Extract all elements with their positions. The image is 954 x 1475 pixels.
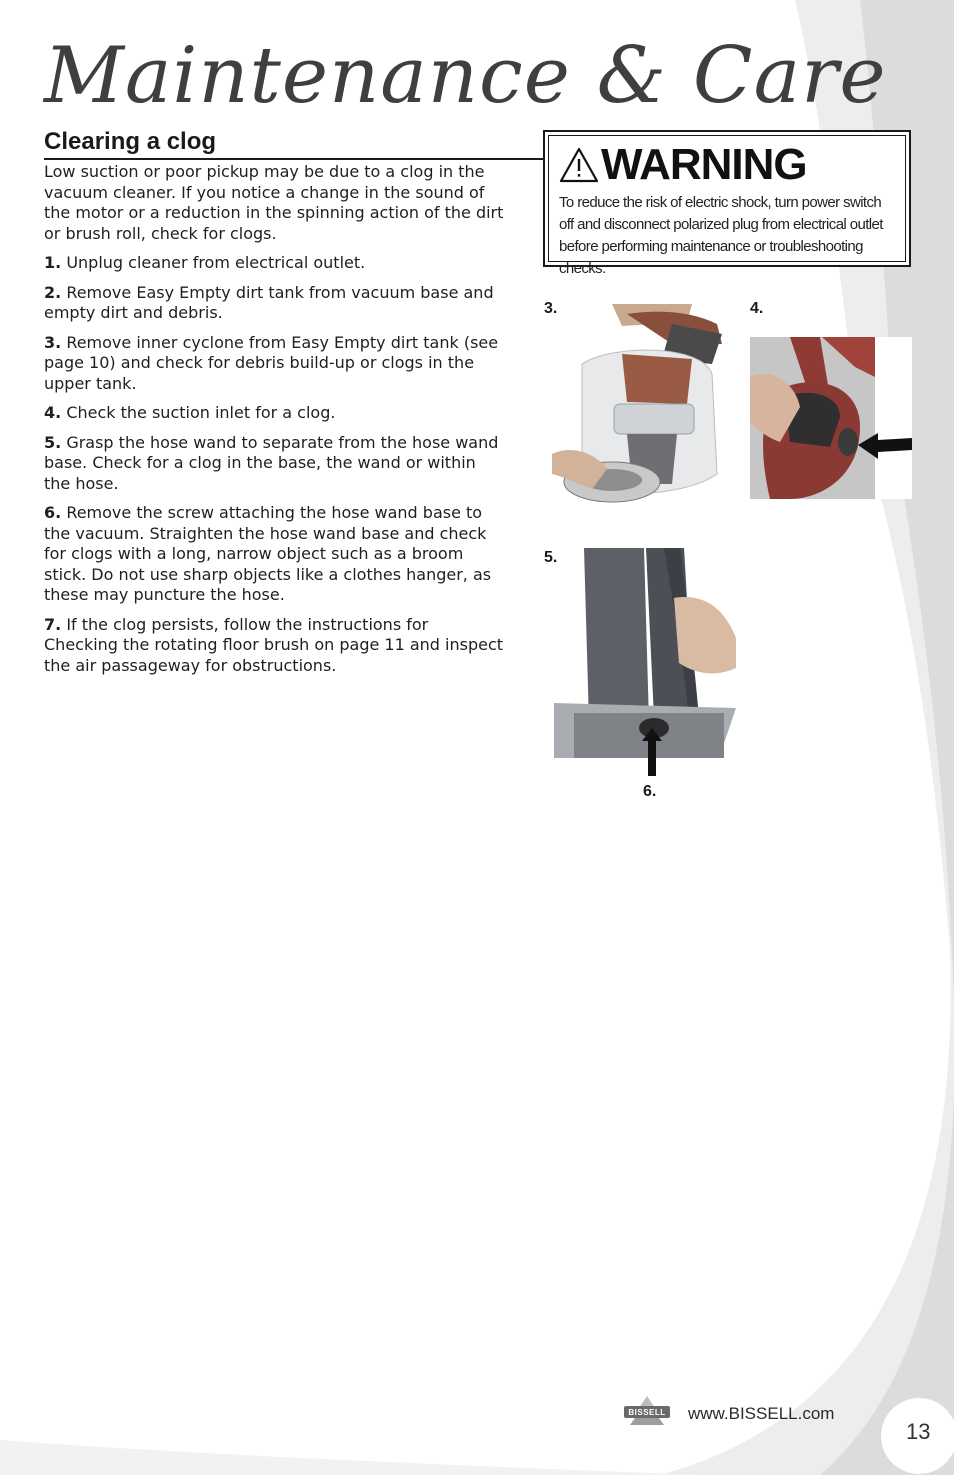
step-5 bbox=[44, 433, 506, 495]
step-2 bbox=[44, 283, 506, 324]
step-number: 6. bbox=[44, 503, 62, 522]
section-heading: Clearing a clog bbox=[44, 126, 544, 160]
step-text: Unplug cleaner from electrical outlet. bbox=[66, 253, 366, 272]
step-number: 4. bbox=[44, 403, 62, 422]
step-number: 3. bbox=[44, 332, 62, 352]
page-number: 13 bbox=[906, 1419, 931, 1444]
photo-dirt-tank-cyclone bbox=[552, 304, 732, 506]
photo-hose-wand bbox=[554, 548, 736, 778]
figure-label-6: 6. bbox=[643, 783, 657, 800]
page-title: Maintenance & Care bbox=[44, 31, 887, 121]
warning-header bbox=[559, 140, 895, 190]
warning-title: WARNING bbox=[601, 140, 807, 189]
photo-suction-inlet bbox=[750, 337, 912, 499]
step-3 bbox=[44, 333, 506, 395]
step-number: 5. bbox=[44, 432, 62, 452]
bissell-logo-text: BISSELL bbox=[628, 1408, 666, 1417]
step-text: Remove the screw attaching the hose wand base to the vacuum. Straighten the hose wand base and check for clogs with a long, narrow object such as a broom stick. Do not use sharp objects like a clothes hanger, as these may puncture the hose. bbox=[44, 503, 492, 604]
step-number: 2. bbox=[44, 282, 62, 302]
warning-triangle-icon bbox=[559, 146, 599, 184]
figure-label-5: 5. bbox=[544, 549, 558, 566]
step-4 bbox=[44, 403, 506, 424]
step-6 bbox=[44, 503, 506, 606]
figure-label-4: 4. bbox=[750, 300, 764, 317]
warning-inner bbox=[548, 135, 906, 277]
step-7 bbox=[44, 615, 506, 677]
footer-url[interactable]: www.BISSELL.com bbox=[688, 1404, 835, 1423]
intro-paragraph: Low suction or poor pickup may be due to a clog in the vacuum cleaner. If you notice a change in the sound of the motor or a reduction in the spinning action of the dirt or brush roll, check for clogs. bbox=[44, 162, 504, 243]
step-text: If the clog persists, follow the instructions for Checking the rotating floor brush on page 11 and inspect the air passageway for obstructions. bbox=[44, 614, 504, 675]
figure-label-3: 3. bbox=[544, 300, 558, 317]
step-text: Remove inner cyclone from Easy Empty dirt tank (see page 10) and check for debris build-up or clogs in the upper tank. bbox=[44, 332, 499, 393]
step-number: 7. bbox=[44, 614, 62, 634]
step-number: 1. bbox=[44, 253, 62, 272]
step-text: Remove Easy Empty dirt tank from vacuum base and empty dirt and debris. bbox=[44, 282, 494, 322]
step-1 bbox=[44, 253, 506, 274]
warning-box bbox=[543, 130, 911, 277]
step-text: Grasp the hose wand to separate from the hose wand base. Check for a clog in the base, the wand or within the hose. bbox=[44, 432, 499, 493]
step-text: Check the suction inlet for a clog. bbox=[66, 403, 336, 422]
instructions-column bbox=[44, 162, 506, 685]
warning-text: To reduce the risk of electric shock, turn power switch off and disconnect polarized plug from electrical outlet before performing maintenance or troubleshooting checks. bbox=[559, 194, 883, 277]
